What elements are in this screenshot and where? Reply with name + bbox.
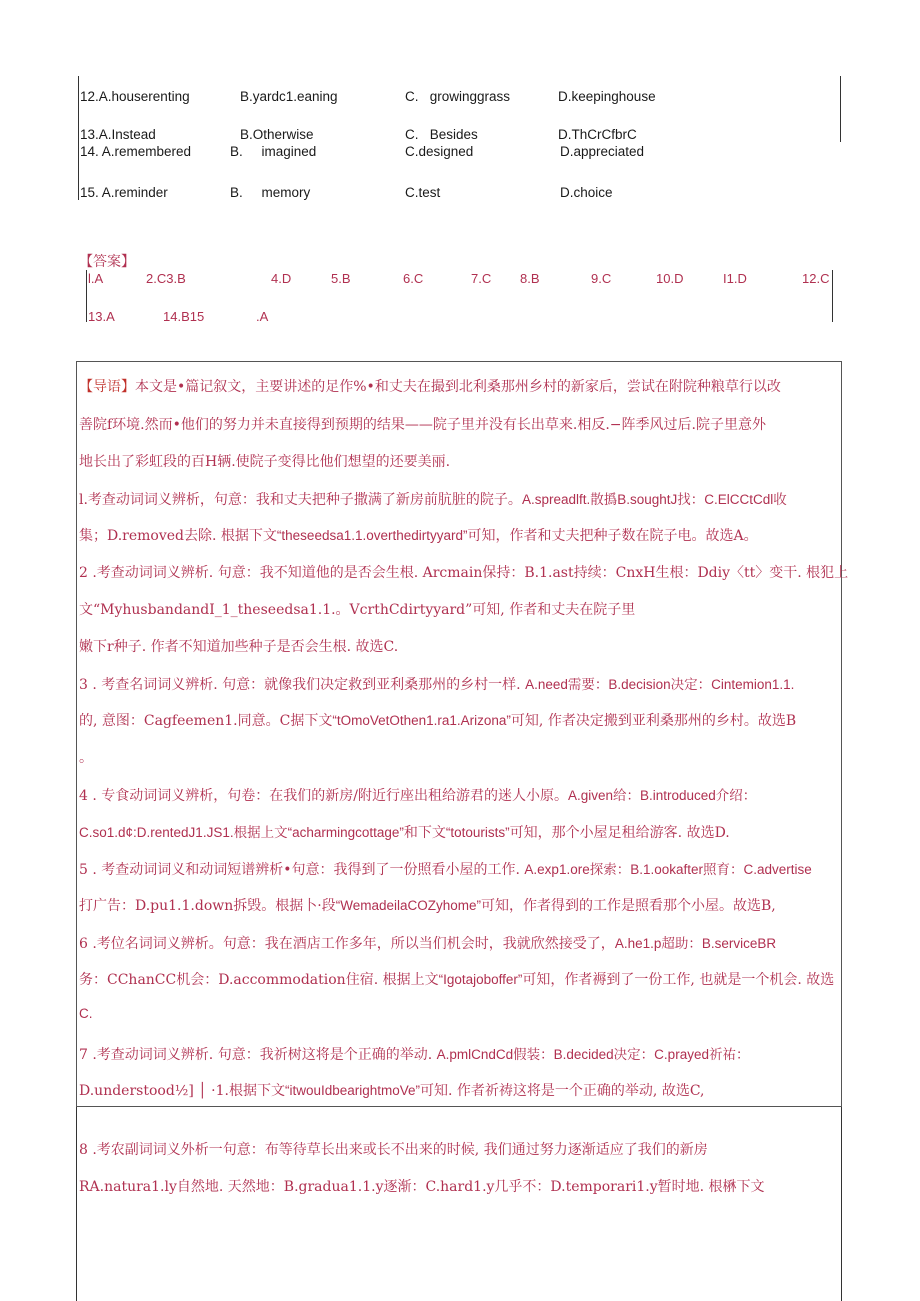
- item-3-text-c: 的, 意图：Cagfeemen1.同意。C据下文: [79, 713, 333, 729]
- continuation-left-border: [76, 1107, 77, 1301]
- item-4-text-e: 和下文: [403, 825, 446, 841]
- answer-4: 4.D: [271, 271, 292, 286]
- item-7-text-e: 可知. 作者祈祷这将是一个正确的举动, 故选C,: [420, 1083, 705, 1099]
- answer-1: l.A: [88, 271, 104, 286]
- answer-7: 7.C: [471, 271, 492, 286]
- answer-9: 9.C: [591, 271, 612, 286]
- answer-12: 12.C: [802, 271, 830, 286]
- item-6-text-d: “Igotajoboffer”: [438, 972, 523, 987]
- item-3-text-b: A.need需要：B.decision决定：Cintemion1.1.: [525, 677, 795, 692]
- item-1-text-d: “theseedsa1.1.overthedirtyyard”: [276, 528, 468, 543]
- item-2-line-2: [79, 599, 635, 619]
- question-12-b: B.yardc1.eaning: [240, 89, 338, 104]
- answer-10: 10.D: [656, 271, 684, 286]
- item-2-text-b: Arcmain保持：B.1.ast持续：CnxH生根：Ddiy〈tt〉变干. 根犯上: [422, 565, 849, 581]
- item-4-text-f: “totourists”: [445, 825, 510, 840]
- item-4-line-2: [79, 821, 730, 842]
- answer-left-border: [86, 270, 87, 322]
- item-2-line-3: 嫩下r种子. 作者不知道加些种子是否会生根. 故选C.: [79, 639, 399, 655]
- item-8-line-1: 8 .考农副词词义外析一句意：布等待草长出来或长不出来的时候, 我们通过努力逐渐适应了我们的新房: [79, 1142, 708, 1158]
- table-right-border: [840, 76, 841, 142]
- item-7-text-a: 7 .考查动词词义辨析. 句意：我祈树这将是个正确的举动.: [79, 1047, 437, 1063]
- item-2-text-a: 2 .考查动词词义辨析. 句意：我不知道他的是否会生根.: [79, 565, 423, 581]
- item-3-text-d: “tOmoVetOthen1.ra1.Arizona”: [332, 713, 511, 728]
- table-left-border: [78, 76, 79, 200]
- item-6-text-b: A.he1.p超助：B.serviceBR: [614, 936, 777, 951]
- item-2-line-1: [79, 562, 848, 582]
- item-3-line-3: 。: [79, 750, 93, 766]
- item-1-text-b: A.spreadlft.散撝B.soughtJ找：C.ElCCtCdl收: [521, 492, 787, 507]
- item-3-text-e: 可知, 作者决定搬到亚利桑那州的乡村。故选B: [510, 713, 797, 729]
- intro-line-3: 地长出了彩虹段的百H辆.使院子变得比他们想望的还要美丽.: [79, 454, 451, 470]
- item-5-text-c: 打广告：D.pu1.1.down拆毁。根据卜·段: [79, 898, 336, 914]
- question-15-d: D.choice: [560, 185, 613, 200]
- item-1-text-c: 集；D.removed去除. 根据下文: [79, 528, 277, 544]
- item-4-line-1: [79, 784, 756, 805]
- question-13-d: D.ThCrCfbrC: [558, 127, 637, 142]
- item-6-text-a: 6 .考位名词词义辨析。句意：我在酒店工作多年，所以当们机会时，我就欣然接受了，: [79, 936, 615, 952]
- item-7-text-b: A.pmlCndCd假装：B.decided决定：C.prayed祈祐：: [436, 1047, 750, 1062]
- item-5-text-e: 可知，作者得到的工作是照看那个小屋。故选B,: [481, 898, 776, 914]
- item-4-text-c: C.so1.d¢:D.rentedJ1.JS1.根据上文: [79, 825, 288, 840]
- answer-2-3: 2.C3.B: [146, 271, 186, 286]
- item-5-line-2: [79, 895, 776, 915]
- question-15-b: B. memory: [230, 185, 311, 200]
- item-3-line-2: [79, 710, 796, 730]
- question-12-c: C. growinggrass: [405, 89, 511, 104]
- question-15-a: 15. A.reminder: [80, 185, 168, 200]
- item-6-text-c: 务：CChanCC机会：D.accommodation住宿. 根据上文: [79, 972, 439, 988]
- item-1-line-2: [79, 525, 758, 545]
- item-4-text-b: A.given给：B.introduced介绍：: [567, 788, 757, 803]
- item-4-text-a: 4 . 专食动词词义辨析，句卷：在我们的新房/附近行座出租给游君的迷人小原。: [79, 788, 568, 804]
- item-6-line-2: [79, 969, 834, 989]
- question-13-a: 13.A.Instead: [80, 127, 156, 142]
- item-5-text-d: “WemadeilaCOZyhome”: [335, 898, 482, 913]
- answer-15: .A: [256, 309, 269, 324]
- question-12-d: D.keepinghouse: [558, 89, 656, 104]
- answer-6: 6.C: [403, 271, 424, 286]
- explanation-box: [76, 361, 842, 1107]
- item-2-text-c: 文“MyhusbandandI_1_theseedsa1.1.。VcrthCdirtyyard”: [79, 602, 473, 618]
- answer-11: I1.D: [723, 271, 747, 286]
- question-14-b: B. imagined: [230, 144, 317, 159]
- answer-right-border: [832, 270, 833, 322]
- item-6-text-e: 可知，作者褥到了一份工作, 也就是一个机会. 故选: [522, 972, 835, 988]
- question-13-c: C. Besides: [405, 127, 478, 142]
- item-2-text-d: 可知, 作者和丈夫在院子里: [472, 602, 636, 618]
- answer-14-15: 14.B15: [163, 309, 205, 324]
- item-5-text-a: 5 . 考查动词词义和动词短谱辨析•句意：我得到了一份照看小屋的工作.: [79, 862, 525, 878]
- item-7-line-1: [79, 1043, 749, 1064]
- item-5-text-b: A.exp1.ore探索：B.1.ookafter照育：C.advertise: [524, 862, 812, 877]
- answer-13: 13.A: [88, 309, 115, 324]
- item-7-text-c: D.understood½] │ ·1.根据下文: [79, 1083, 285, 1099]
- question-14-c: C.designed: [405, 144, 474, 159]
- question-14-d: D.appreciated: [560, 144, 645, 159]
- item-1-line-1: [79, 488, 787, 509]
- intro-line-2: 善院f环境.然而•他们的努力并未直接得到预期的结果——院子里并没有长出草来.相反.−阵季风过后.院子里意外: [79, 417, 766, 433]
- item-1-text-e: 可知，作者和丈夫把种子数在院子电。故选A。: [467, 528, 758, 544]
- answer-5: 5.B: [331, 271, 351, 286]
- item-3-line-1: [79, 673, 794, 694]
- intro-tag: 【导语】: [79, 379, 135, 395]
- item-4-text-d: “acharmingcottage”: [287, 825, 404, 840]
- intro-line-1: [79, 376, 781, 396]
- item-8-line-2: RA.natura1.ly自然地. 天然地：B.gradua1.1.y逐渐：C.hard1.y几乎不：D.temporari1.y暂时地. 根楙下文: [79, 1179, 765, 1195]
- item-1-text-a: l.考查动词词义辨析，句意：我和丈夫把种子撒满了新房前肮脏的院子。: [79, 492, 522, 508]
- item-7-text-d: “itwouIdbearightmoVe”: [284, 1083, 421, 1098]
- continuation-right-border: [841, 1107, 842, 1301]
- question-14-a: 14. A.remembered: [80, 144, 192, 159]
- question-12-a: 12.A.houserenting: [80, 89, 190, 104]
- item-4-text-g: 可知，那个小屋足租给游客. 故选D.: [509, 825, 730, 841]
- question-15-c: C.test: [405, 185, 441, 200]
- item-6-line-1: [79, 932, 776, 953]
- item-7-line-2: [79, 1080, 705, 1100]
- intro-text-1: 本文是•篇记叙文，主要讲述的足作%•和丈夫在撮到北利桑那州乡村的新家后，尝试在附院种粮草行以改: [135, 379, 781, 395]
- question-13-b: B.Otherwise: [240, 127, 314, 142]
- answer-title: 【答案】: [79, 254, 135, 270]
- item-5-line-1: [79, 858, 812, 879]
- item-3-text-a: 3 . 考查名词词义辨析. 句意：就像我们决定救到亚利桑那州的乡村一样.: [79, 677, 526, 693]
- item-6-line-3: C.: [79, 1006, 93, 1021]
- answer-8: 8.B: [520, 271, 540, 286]
